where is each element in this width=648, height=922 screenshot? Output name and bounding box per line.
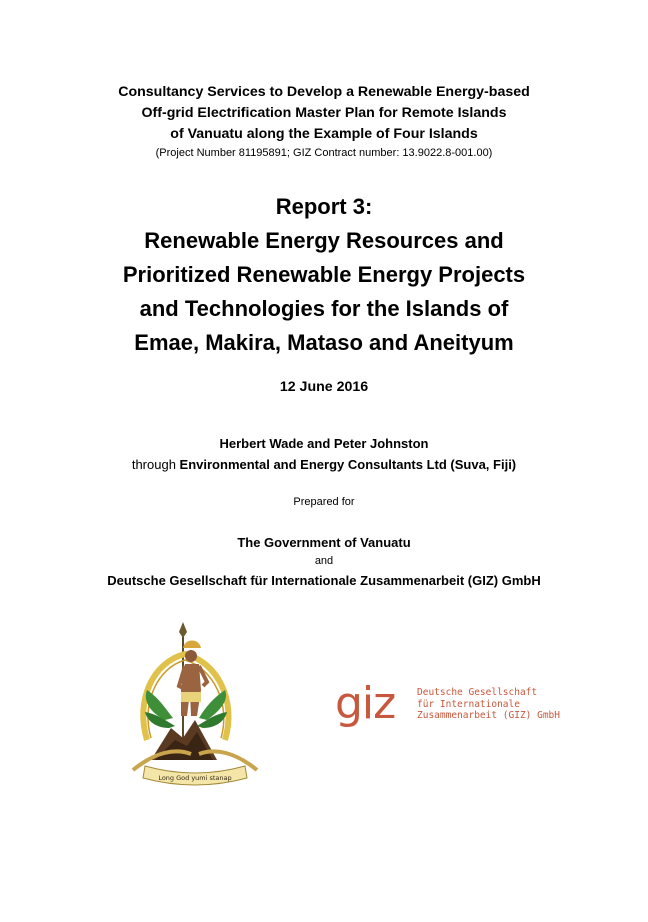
consultancy-line-1: Consultancy Services to Develop a Renewable Energy-based xyxy=(118,84,530,100)
report-title xyxy=(0,190,648,360)
report-title-line-5: Emae, Makira, Mataso and Aneityum xyxy=(134,330,514,355)
consultancy-title xyxy=(0,82,648,145)
report-date: 12 June 2016 xyxy=(279,379,369,395)
giz-organization-name xyxy=(417,687,560,722)
author-affiliation xyxy=(0,457,648,472)
report-title-line-4: and Technologies for the Islands of xyxy=(139,296,509,321)
through-prefix: through xyxy=(131,457,180,472)
report-title-line-2: Renewable Energy Resources and xyxy=(144,228,504,253)
report-title-line-3: Prioritized Renewable Energy Projects xyxy=(122,262,526,287)
giz-name-line-3: Zusammenarbeit (GIZ) GmbH xyxy=(417,710,560,721)
client-conjunction: and xyxy=(314,555,334,567)
vanuatu-coat-of-arms-logo xyxy=(125,620,265,790)
giz-logo xyxy=(335,678,560,732)
consultancy-line-2: Off-grid Electrification Master Plan for Remote Islands xyxy=(141,105,507,121)
report-title-line-1: Report 3: xyxy=(275,194,373,219)
project-numbers: (Project Number 81195891; GIZ Contract number: 13.9022.8-001.00) xyxy=(155,147,493,159)
author-names: Herbert Wade and Peter Johnston xyxy=(219,436,429,451)
prepared-for-label: Prepared for xyxy=(293,496,355,508)
client-government: The Government of Vanuatu xyxy=(237,535,411,550)
consultancy-line-3: of Vanuatu along the Example of Four Islands xyxy=(170,126,478,142)
consultant-organization: Environmental and Energy Consultants Ltd (Suva, Fiji) xyxy=(179,457,517,472)
client-giz: Deutsche Gesellschaft für Internationale Zusammenarbeit (GIZ) GmbH xyxy=(107,573,541,588)
giz-wordmark: giz xyxy=(335,678,396,729)
giz-name-line-1: Deutsche Gesellschaft xyxy=(417,687,538,698)
emblem-motto: Long God yumi stanap xyxy=(158,774,232,782)
giz-name-line-2: für Internationale xyxy=(417,698,520,710)
